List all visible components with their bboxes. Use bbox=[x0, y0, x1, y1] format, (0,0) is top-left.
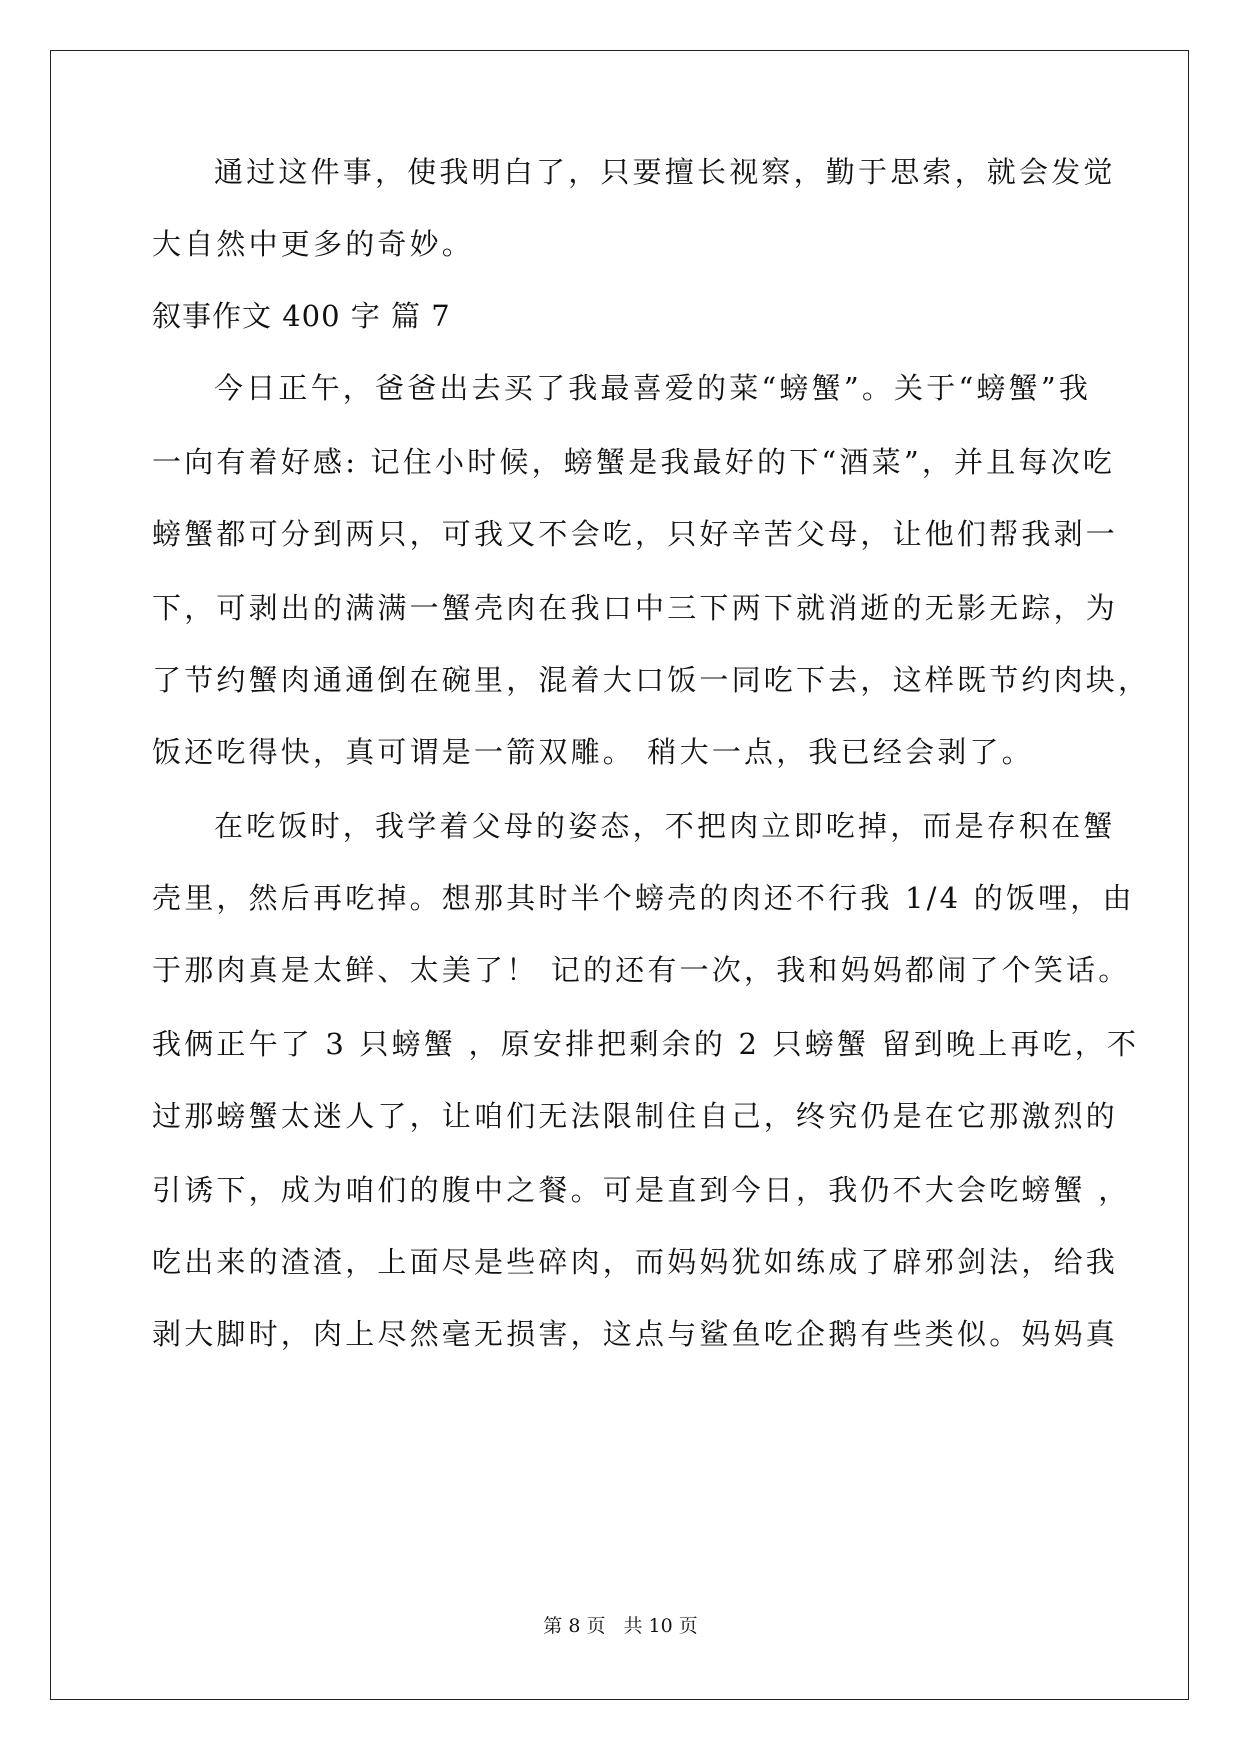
paragraph-line: 一向有着好感: 记住小时候，螃蟹是我最好的下“酒菜”，并且每次吃 bbox=[152, 445, 1116, 479]
paragraph-line: 在吃饭时，我学着父母的姿态，不把肉立即吃掉，而是存积在蟹 bbox=[214, 809, 1116, 843]
paragraph-line: 我俩正午了 3 只螃蟹 ，原安排把剩余的 2 只螃蟹 留到晚上再吃，不 bbox=[152, 1027, 1140, 1061]
paragraph-line: 通过这件事，使我明白了，只要擅长视察，勤于思索，就会发觉 bbox=[214, 155, 1116, 189]
paragraph-line: 壳里，然后再吃掉。想那其时半个螃壳的肉还不行我 1/4 的饭哩，由 bbox=[152, 881, 1135, 915]
paragraph-line: 过那螃蟹太迷人了，让咱们无法限制住自己，终究仍是在它那激烈的 bbox=[152, 1099, 1119, 1133]
paragraph-line: 饭还吃得快，真可谓是一箭双雕。 稍大一点，我已经会剥了。 bbox=[152, 735, 1034, 769]
paragraph-line: 了节约蟹肉通通倒在碗里，混着大口饭一同吃下去，这样既节约肉块， bbox=[152, 663, 1151, 697]
paragraph-line: 螃蟹都可分到两只，可我又不会吃，只好辛苦父母，让他们帮我剥一 bbox=[152, 517, 1119, 551]
paragraph-line: 吃出来的渣渣，上面尽是些碎肉，而妈妈犹如练成了辟邪剑法，给我 bbox=[152, 1245, 1119, 1279]
paragraph-line: 引诱下，成为咱们的腹中之餐。可是直到今日，我仍不大会吃螃蟹 ， bbox=[152, 1173, 1131, 1207]
paragraph-line: 大自然中更多的奇妙。 bbox=[152, 227, 475, 261]
paragraph-line: 剥大脚时，肉上尽然毫无损害，这点与鲨鱼吃企鹅有些类似。妈妈真 bbox=[152, 1317, 1119, 1351]
page-footer bbox=[0, 1614, 1241, 1638]
paragraph-line: 于那肉真是太鲜、太美了！ 记的还有一次，我和妈妈都闹了个笑话。 bbox=[152, 953, 1131, 987]
page-total: 共 10 页 bbox=[623, 1615, 698, 1637]
paragraph-line: 下，可剥出的满满一蟹壳肉在我口中三下两下就消逝的无影无踪，为 bbox=[152, 591, 1119, 625]
section-heading: 叙事作文 400 字 篇 7 bbox=[152, 299, 451, 333]
paragraph-line: 今日正午，爸爸出去买了我最喜爱的菜“螃蟹”。关于“螃蟹”我 bbox=[214, 371, 1092, 405]
page-number: 第 8 页 bbox=[543, 1615, 606, 1637]
